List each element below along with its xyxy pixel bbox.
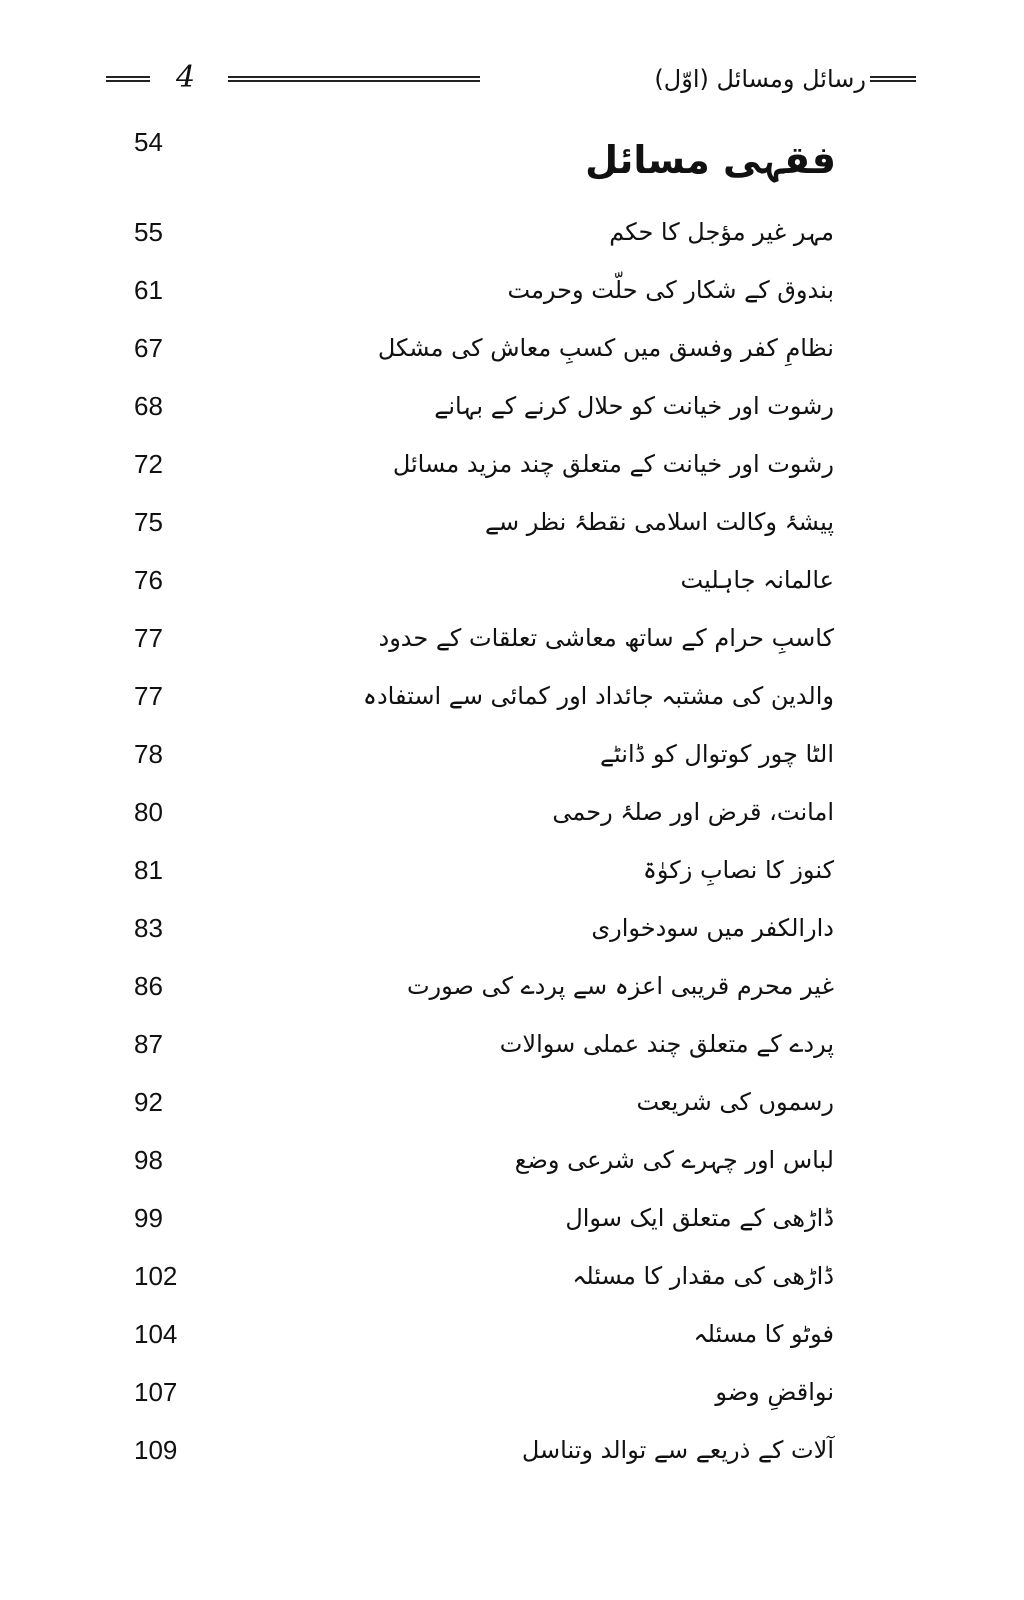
toc-entry-title: عالمانہ جاہلیت: [680, 566, 834, 594]
toc-row: [0, 1252, 1024, 1300]
toc-page-number: 87: [134, 1029, 163, 1059]
toc-row: [0, 788, 1024, 836]
toc-entry-title: رشوت اور خیانت کو حلال کرنے کے بہانے: [434, 392, 834, 420]
toc-entry-title: ڈاڑھی کی مقدار کا مسئلہ: [572, 1262, 834, 1290]
toc-page-number: 81: [134, 855, 163, 885]
toc-entry-title: رشوت اور خیانت کے متعلق چند مزید مسائل: [392, 450, 834, 478]
toc-page-number: 86: [134, 971, 163, 1001]
section-row: [0, 118, 1024, 166]
toc-entry-title: ڈاڑھی کے متعلق ایک سوال: [565, 1204, 834, 1232]
toc-page-number: 55: [134, 217, 163, 247]
toc-row: [0, 672, 1024, 720]
toc-entry-title: امانت، قرض اور صلۂ رحمی: [552, 798, 834, 826]
toc-entry-title: والدین کی مشتبہ جائداد اور کمائی سے استفادہ: [362, 682, 834, 710]
page-number: 4: [176, 60, 196, 95]
header-rule-right: [870, 76, 916, 82]
toc-page-number: 83: [134, 913, 163, 943]
toc-entry-title: الٹا چور کوتوال کو ڈانٹے: [599, 740, 834, 768]
toc-page-number: 109: [134, 1435, 178, 1465]
toc-row: [0, 1368, 1024, 1416]
toc-page-number: 77: [134, 623, 163, 653]
toc-row: [0, 1136, 1024, 1184]
toc-page-number: 104: [134, 1319, 178, 1349]
toc-entry-title: رسموں کی شریعت: [636, 1088, 834, 1116]
header-rule-middle: [228, 76, 480, 82]
toc-entry-title: بندوق کے شکار کی حلّت وحرمت: [507, 276, 834, 304]
toc-row: [0, 846, 1024, 894]
toc-row: [0, 730, 1024, 778]
toc-entry-title: نظامِ کفر وفسق میں کسبِ معاش کی مشکل: [377, 334, 834, 362]
toc-row: [0, 266, 1024, 314]
toc-row: [0, 208, 1024, 256]
toc-row: [0, 1310, 1024, 1358]
toc-page-number: 68: [134, 391, 163, 421]
toc-entry-title: مہر غیر مؤجل کا حکم: [609, 218, 834, 246]
toc-entry-title: دارالکفر میں سودخواری: [591, 914, 834, 942]
toc-row: [0, 1078, 1024, 1126]
toc-entry-title: کنوز کا نصابِ زکوٰۃ: [642, 856, 834, 884]
toc-page-number: 75: [134, 507, 163, 537]
toc-page-number: 61: [134, 275, 163, 305]
toc-entry-title: غیر محرم قریبی اعزہ سے پردے کی صورت: [406, 972, 834, 1000]
toc-row: [0, 1020, 1024, 1068]
toc-page-number: 78: [134, 739, 163, 769]
toc-page-number: 77: [134, 681, 163, 711]
toc-row: [0, 440, 1024, 488]
toc-row: [0, 904, 1024, 952]
toc-entry-title: لباس اور چہرے کی شرعی وضع: [514, 1146, 834, 1174]
toc-entry-title: فوٹو کا مسئلہ: [693, 1320, 834, 1348]
toc-page-number: 107: [134, 1377, 178, 1407]
toc-row: [0, 1426, 1024, 1474]
toc-entry-title: آلات کے ذریعے سے توالد وتناسل: [521, 1436, 834, 1464]
section-page-number: 54: [134, 127, 163, 157]
toc-row: [0, 324, 1024, 372]
toc-page-number: 67: [134, 333, 163, 363]
toc-row: [0, 556, 1024, 604]
toc-page-number: 98: [134, 1145, 163, 1175]
toc-row: [0, 962, 1024, 1010]
running-title: رسائل ومسائل (اوّل): [654, 65, 866, 93]
toc-entry-title: نواقضِ وضو: [715, 1378, 834, 1406]
toc-page-number: 92: [134, 1087, 163, 1117]
running-header: [0, 60, 1024, 100]
toc-page-number: 80: [134, 797, 163, 827]
header-rule-left: [106, 76, 150, 82]
toc-row: [0, 498, 1024, 546]
toc-entry-title: پردے کے متعلق چند عملی سوالات: [499, 1030, 834, 1058]
toc-page-number: 102: [134, 1261, 178, 1291]
toc-row: [0, 614, 1024, 662]
toc-entry-title: کاسبِ حرام کے ساتھ معاشی تعلقات کے حدود: [378, 624, 834, 652]
section-heading: فقہی مسائل: [585, 138, 836, 182]
toc-page-number: 72: [134, 449, 163, 479]
toc-page-number: 76: [134, 565, 163, 595]
toc-entry-title: پیشۂ وکالت اسلامی نقطۂ نظر سے: [484, 508, 834, 536]
toc-row: [0, 382, 1024, 430]
toc-page-number: 99: [134, 1203, 163, 1233]
toc-row: [0, 1194, 1024, 1242]
